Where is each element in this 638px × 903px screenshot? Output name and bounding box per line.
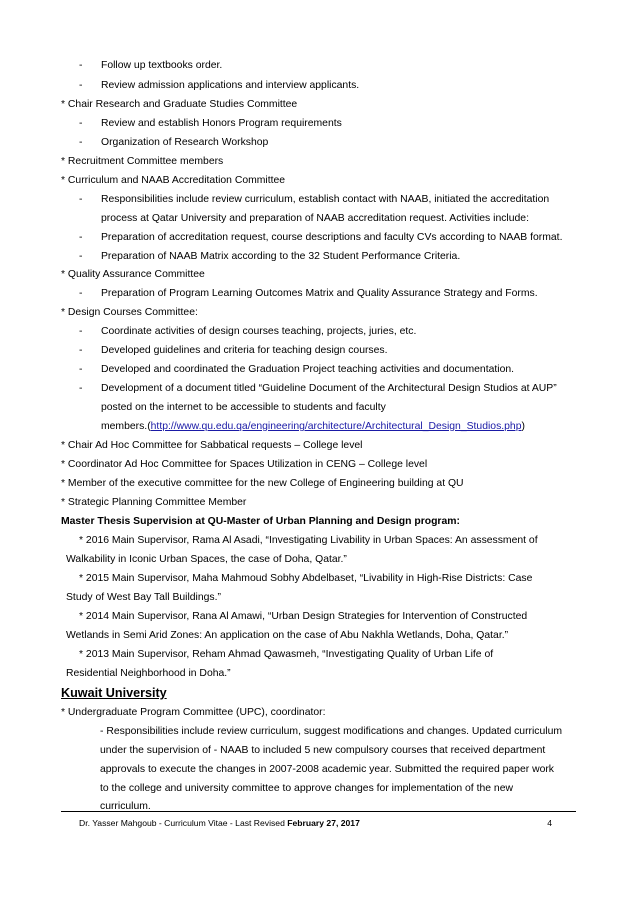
bullet-dash: - [79,288,83,299]
bullet-dash: - [79,232,83,243]
section-heading-kuwait-university: Kuwait University [61,686,167,700]
thesis-item-continued: Study of West Bay Tall Buildings.” [66,592,221,603]
footer-divider [61,811,576,812]
list-item-continued [101,420,525,433]
list-item: Review admission applications and interview applicants. [101,80,360,91]
thesis-item: * 2013 Main Supervisor, Reham Ahmad Qawasmeh, “Investigating Quality of Urban Life of [79,649,494,660]
bullet-dash: - [79,80,83,91]
footer-date: February 27, 2017 [287,818,360,828]
list-item-continued: process at Qatar University and preparation of NAAB accreditation request. Activities include: [101,213,529,224]
list-item: Development of a document titled “Guideline Document of the Architectural Design Studios at AUP” [101,383,557,394]
bullet-dash: - [79,137,83,148]
members-prefix: members.( [101,421,151,432]
committee-item: * Design Courses Committee: [61,307,198,318]
committee-item: * Coordinator Ad Hoc Committee for Spaces Utilization in CENG – College level [61,459,428,470]
committee-item: * Quality Assurance Committee [61,269,205,280]
design-studios-link[interactable]: http://www.qu.edu.qa/engineering/architecture/Architectural_Design_Studios.php [150,421,522,432]
committee-item: * Curriculum and NAAB Accreditation Committee [61,175,286,186]
paragraph-line: under the supervision of - NAAB to included 5 new compulsory courses that received department [100,745,546,756]
paragraph-line: approvals to execute the changes in 2007-2008 academic year. Submitted the required paper work [100,764,555,775]
page-footer [79,818,552,829]
paragraph-line: - Responsibilities include review curriculum, suggest modifications and changes. Updated curriculum [100,726,563,737]
list-item: Responsibilities include review curriculum, establish contact with NAAB, initiated the accreditation [101,194,550,205]
committee-item: * Chair Ad Hoc Committee for Sabbatical requests – College level [61,440,363,451]
bullet-dash: - [79,60,83,71]
thesis-item-continued: Wetlands in Semi Arid Zones: An application on the case of Abu Nakhla Wetlands, Doha, Qatar.” [66,630,509,641]
list-item-continued: posted on the internet to be accessible to students and faculty [101,402,386,413]
committee-item: * Undergraduate Program Committee (UPC), coordinator: [61,707,326,718]
members-suffix: ) [521,421,525,432]
list-item: Review and establish Honors Program requirements [101,118,342,129]
list-item: Preparation of NAAB Matrix according to the 32 Student Performance Criteria. [101,251,461,262]
committee-item: * Member of the executive committee for the new College of Engineering building at QU [61,478,464,489]
list-item: Follow up textbooks order. [101,60,223,71]
bullet-dash: - [79,345,83,356]
bullet-dash: - [79,118,83,129]
thesis-item: * 2015 Main Supervisor, Maha Mahmoud Sobhy Abdelbaset, “Livability in High-Rise Districts: Case [79,573,533,584]
page-number: 4 [547,818,552,828]
footer-text: Dr. Yasser Mahgoub - Curriculum Vitae - Last Revised [79,818,288,828]
committee-item: * Recruitment Committee members [61,156,224,167]
list-item: Coordinate activities of design courses teaching, projects, juries, etc. [101,326,417,337]
thesis-supervision-heading: Master Thesis Supervision at QU-Master of Urban Planning and Design program: [61,516,460,527]
list-item: Organization of Research Workshop [101,137,269,148]
thesis-item: * 2014 Main Supervisor, Rana Al Amawi, “Urban Design Strategies for Intervention of Constructed [79,611,528,622]
committee-item: * Chair Research and Graduate Studies Committee [61,99,298,110]
list-item: Preparation of accreditation request, course descriptions and faculty CVs according to NAAB format. [101,232,563,243]
list-item: Developed guidelines and criteria for teaching design courses. [101,345,388,356]
thesis-item: * 2016 Main Supervisor, Rama Al Asadi, “Investigating Livability in Urban Spaces: An assessment of [79,535,538,546]
paragraph-line: curriculum. [100,801,151,812]
bullet-dash: - [79,194,83,205]
bullet-dash: - [79,383,83,394]
paragraph-line: to the college and university committee to approve changes for implementation of the new [100,783,513,794]
thesis-item-continued: Residential Neighborhood in Doha.” [66,668,231,679]
list-item: Developed and coordinated the Graduation Project teaching activities and documentation. [101,364,515,375]
bullet-dash: - [79,251,83,262]
list-item: Preparation of Program Learning Outcomes Matrix and Quality Assurance Strategy and Forms. [101,288,538,299]
bullet-dash: - [79,326,83,337]
thesis-item-continued: Walkability in Iconic Urban Spaces, the case of Doha, Qatar.” [66,554,347,565]
committee-item: * Strategic Planning Committee Member [61,497,247,508]
bullet-dash: - [79,364,83,375]
